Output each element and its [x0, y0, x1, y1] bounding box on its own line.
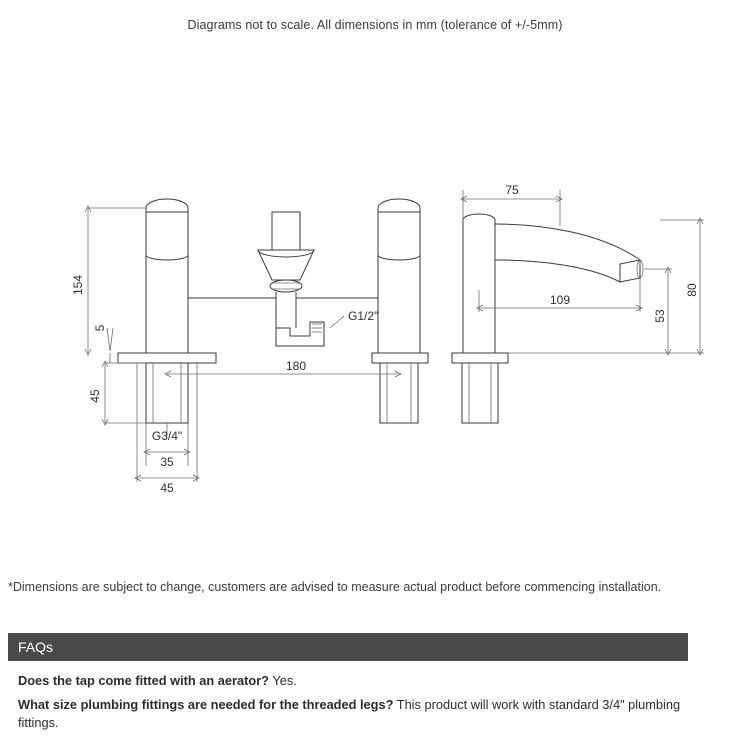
dim-109: 109: [549, 293, 571, 307]
faq-header: FAQs: [8, 633, 688, 661]
faq-answer: Yes.: [272, 673, 297, 688]
disclaimer-note: *Dimensions are subject to change, customers are advised to measure actual product before commencing installation.: [8, 580, 662, 594]
right-handle-assembly: [372, 199, 428, 423]
faq-question: What size plumbing fittings are needed for the threaded legs?: [18, 697, 394, 713]
faq-item: [18, 672, 708, 689]
dim-35: 35: [160, 455, 174, 469]
dim-g12: G1/2": [348, 309, 379, 323]
left-mixer-assembly: [118, 199, 216, 423]
spout-assembly: [452, 214, 643, 423]
dimension-labels: [71, 183, 699, 495]
dim-5: 5: [93, 324, 107, 332]
technical-diagram: [0, 150, 750, 550]
dim-53: 53: [653, 309, 667, 323]
dim-75: 75: [505, 183, 519, 197]
dim-45-bottom: 45: [160, 481, 174, 495]
dim-180: 180: [285, 359, 307, 373]
faq-answer: This product will work with standard 3/4" plumbing fittings.: [18, 697, 681, 730]
dim-45-left: 45: [88, 389, 102, 403]
diagram-scale-note: Diagrams not to scale. All dimensions in mm (tolerance of +/-5mm): [187, 18, 563, 32]
centre-outlet-assembly: [188, 212, 378, 346]
diagram-svg: [0, 150, 750, 550]
faq-list: [18, 672, 708, 738]
dim-80: 80: [685, 283, 699, 297]
dim-154: 154: [71, 274, 85, 296]
faq-question: Does the tap come fitted with an aerator?: [18, 673, 270, 688]
dim-g34: G3/4": [151, 429, 183, 443]
faq-item: [18, 696, 708, 731]
